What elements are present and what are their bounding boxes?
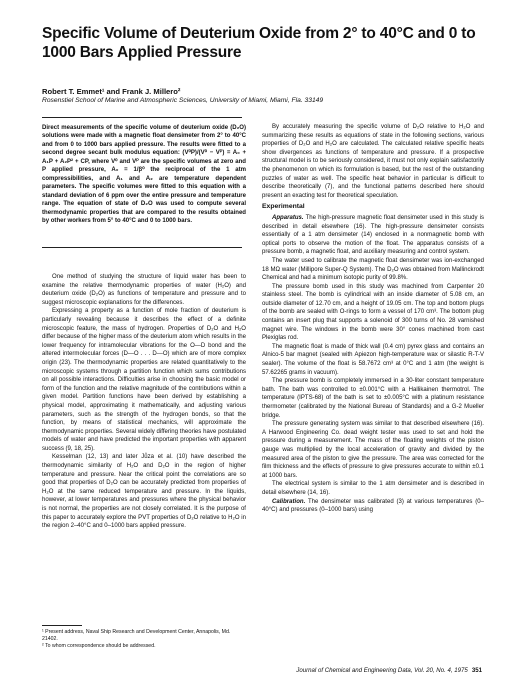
affiliation: Rosenstiel School of Marine and Atmospheric Sciences, University of Miami, Miami, Fla. 33149 [42, 97, 324, 104]
paragraph: The electrical system is similar to the 1 atm densimeter and is described in detail elsewhere (14, 16). [262, 481, 484, 496]
paragraph [262, 214, 484, 257]
footnotes [42, 629, 246, 650]
paragraph [262, 498, 484, 515]
paragraph: The pressure generating system was similar to that described elsewhere (16). A Harwood Engineering Co. dead weight tester was used to set and hold the pressure during a measurement. The mass of the floating weights of the piston gauge was multiplied by the local acceleration of gravity and divided by the measured area of the piston to give the pressure. The area was corrected for the film thickness and the effects of pressure to give pressures accurate to within ±0.1 at 1000 bars. [262, 421, 484, 479]
paragraph: Expressing a property as a function of mole fraction of deuterium is particularly revealing because it describes the effect of a definite microscopic feature, the mass of hydrogen. Properties of D₂O and H₂O differ because of the higher mass of the deuterium atom which results in the lower frequency for intramolecular vibrations for the O—D bond and the altered intermolecular forces (D—O . . . D—O) which are of more complex origin (23). The thermodynamic properties are related quantitatively to the microscopic systems through a partition function which sums contributions on all possible interactions. Difficulties arise in choosing the basic model or form of the function and the relative magnitude of the contributions within a given model. Partition functions have been derived by establishing a physical model, approximating it mathematically, and adjusting various parameters, such as the strength of the hydrogen bonds, so that the function, by means of statistical mechanics, will approximate the thermodynamic properties. Several widely differing theories have postulated models of water and have predicted the important properties with apparent success (9, 18, 25). [42, 308, 246, 452]
footnote-rule [42, 625, 82, 626]
paragraph: By accurately measuring the specific volume of D₂O relative to H₂O and summarizing these results as equations of state in the following sections, various properties of D₂O and H₂O are calculated. The calculated relative specific heats show divergences as functions of temperature and pressure. If a prospective structural model is to be seriously considered, it must not only explain satisfactorily the phenomenon on which its formulation is based, but the rest of the outstanding puzzles of water as well. The specific heat behavior in particular is difficult to describe theoretically (7), and the functional patterns described here should present an exacting test for theoretical speculation. [262, 124, 484, 199]
footnote: ¹ Present address, Naval Ship Research and Development Center, Annapolis, Md. 21402. [42, 629, 231, 642]
paragraph: The pressure bomb is completely immersed in a 30-liter constant temperature bath. The bath was controlled to ±0.001°C with a Hallikainen thermotrol. The temperature (IPTS-68) of the bath is set to ±0.005°C with a platinum resistance thermometer (calibrated by the National Bureau of Standards) and a G-2 Mueller bridge. [262, 378, 484, 419]
run-in-heading: Apparatus. [272, 214, 304, 221]
paragraph: Kesselman (12, 13) and later Jůza et al. (10) have described the thermodynamic similarity of H₂O and D₂O in the region of higher temperature and pressure. Near the critical point the correlations are so good that properties of D₂O can be accurately predicted from properties of H₂O at the same reduced temperature and pressure. In the liquids, however, at lower temperatures and pressures where the physical behavior is not normal, the properties are not closely correlated. It is the purpose of this paper to accurately explore the PVT properties of D₂O relative to H₂O in the region 2–40°C and 0–1000 bars applied pressure. [42, 454, 246, 530]
paragraph: The water used to calibrate the magnetic float densimeter was ion-exchanged 18 MΩ water (Millipore Super-Q System). The D₂O was obtained from Mallinckrodt Chemical and had a minimum isotopic purity of 99.8%. [262, 257, 484, 282]
journal-reference: Journal of Chemical and Engineering Data, Vol. 20, No. 4, 1975 [296, 667, 468, 674]
paragraph-text: The high-pressure magnetic float densimeter used in this study is described in detail elsewhere (16). The high-pressure densimeter consists essentially of a 1 atm densimeter (14) enclosed in a nonmagnetic bomb with optical ports to observe the motion of the float. The apparatus consists of a pressure bomb, a magnetic float, and auxiliary measuring and control system. [262, 214, 484, 256]
article-title: Specific Volume of Deuterium Oxide from 2° to 40°C and 0 to 1000 Bars Applied Pressure [42, 25, 476, 61]
run-in-heading: Calibration. [272, 498, 306, 505]
section-heading: Experimental [262, 203, 305, 211]
left-column [42, 273, 246, 531]
footnote: ² To whom correspondence should be addressed. [42, 643, 156, 649]
abstract-bottom-rule [42, 247, 242, 248]
right-column [262, 123, 484, 515]
journal-footer [296, 667, 482, 674]
paragraph-text: The densimeter was calibrated (3) at various temperatures (0–40°C) and pressures (0–1000 bars) using [262, 498, 484, 514]
abstract-top-rule [42, 117, 242, 118]
paragraph: The magnetic float is made of thick wall (0.4 cm) pyrex glass and contains an Alnico-5 bar magnet (sealed with Apiezon high-temperature wax or silastic R-T-V sealer). The volume of the float is 58.7672 cm³ at 0°C and 1 atm (the weight is 57.62265 grams in vacuum). [262, 343, 484, 376]
paragraph: The pressure bomb used in this study was machined from Carpenter 20 stainless steel. The bomb is cylindrical with an inside diameter of 5.08 cm, an outside diameter of 12.70 cm, and a height of 19.05 cm. The top and bottom plugs of the bomb are sealed with O-rings to form a vessel of 170 cm³. The bottom plug contains an insert plug that supports a solenoid of 300 turns of No. 28 varnished magnet wire. The windows in the bomb were 30° cones machined from cast Plexiglas rod. [262, 283, 484, 342]
paragraph: One method of studying the structure of liquid water has been to examine the relative thermodynamic properties of water (H₂O) and deuterium oxide (D₂O) as functions of temperature and pressure and to suggest microscopic explanations for the differences. [42, 274, 246, 306]
page-number: 351 [471, 667, 482, 674]
abstract: Direct measurements of the specific volume of deuterium oxide (D₂O) solutions were made with a magnetic float densimeter from 2° to 40°C and from 0 to 1000 bars applied pressure. The results were fitted to a second degree secant bulk modulus equation: (V⁰P)/(V⁰ − Vᴾ) = A₀ + A₁P + A₂P² + CP, where V⁰ and Vᴾ are the specific volumes at zero and P applied pressure, A₀ = 1/β⁰ the reciprocal of the 1 atm compressibilities, and A₁ and A₂ are temperature dependent parameters. The specific volumes were fitted to this equation with a standard deviation of 6 ppm over the entire pressure and temperature range. The equation of state of D₂O was used to compute several thermodynamic properties that are compared to the results obtained by other workers from 5° to 40°C and 0 to 1000 bars. [42, 125, 246, 224]
author-line: Robert T. Emmet¹ and Frank J. Millero² [42, 87, 181, 96]
